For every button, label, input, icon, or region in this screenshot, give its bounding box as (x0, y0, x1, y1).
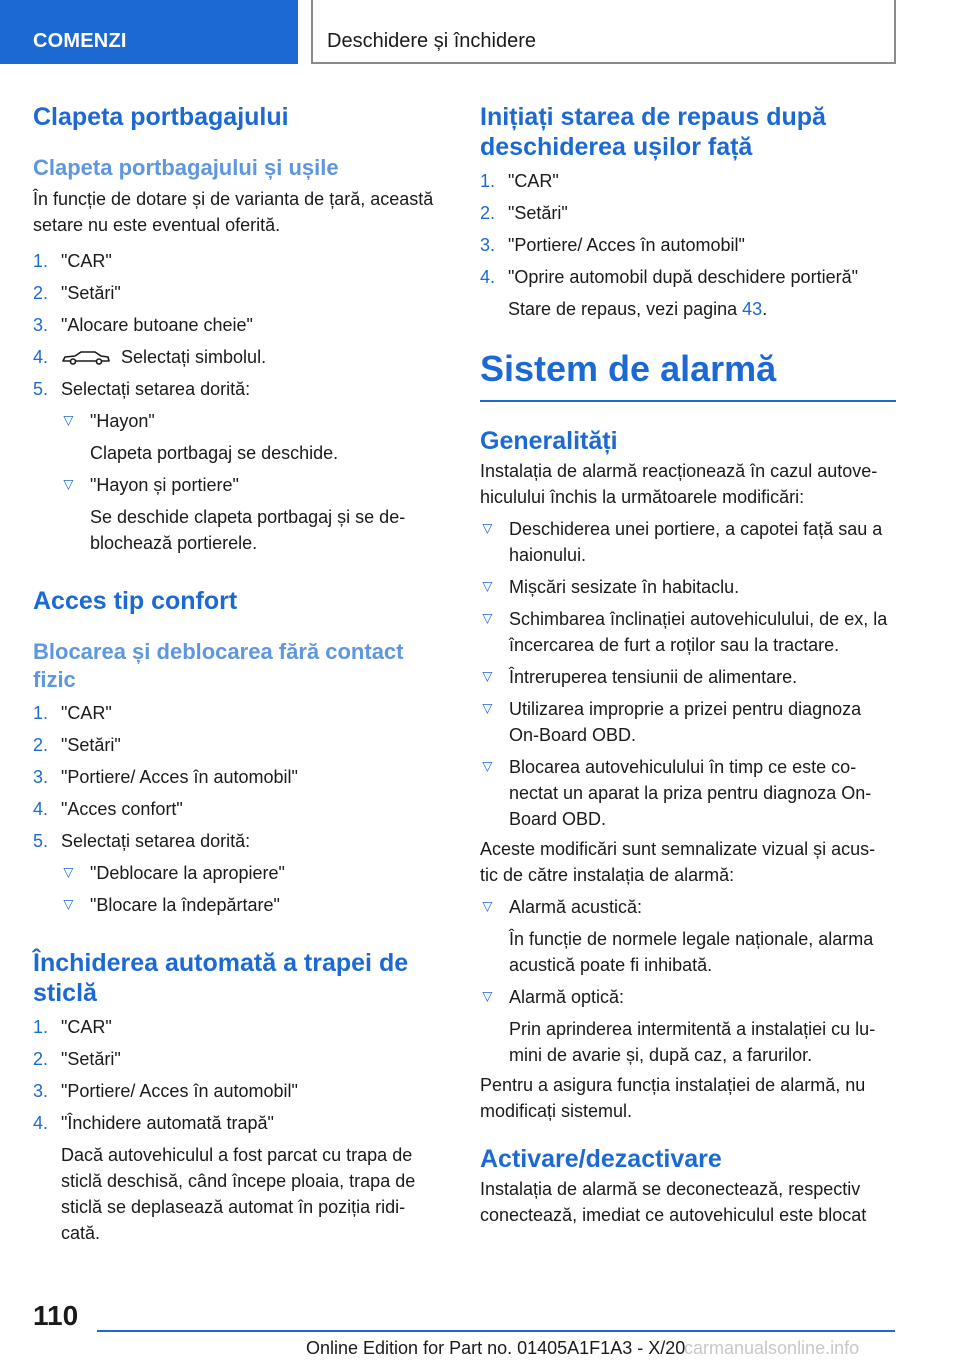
watermark-text: carmanualsonline.info (684, 1338, 860, 1358)
header-section-label: COMENZI (33, 30, 127, 52)
list-item: 4. "Oprire automobil după deschidere portieră" Stare de repaus, vezi pagina 43. (480, 264, 896, 322)
list-item: 5. Selectați setarea dorită: ▷ "Hayon" Clapeta portbagaj se deschide. ▷ "Hayon și portiere" Se deschide clapeta portbagaj și se de- blochează portierele. (33, 376, 435, 556)
list-item: ▷ "Hayon și portiere" Se deschide clapeta portbagaj și se de- blochează portierele. (61, 472, 435, 556)
triangle-bullet-icon (483, 574, 493, 600)
heading-initiati-starea: Inițiați starea de repaus după deschiderea ușilor față (480, 103, 826, 161)
triangle-bullet-icon (64, 472, 74, 498)
page-reference-link[interactable]: 43 (742, 299, 763, 319)
warning-paragraph: Pentru a asigura funcția instalației de alarmă, nu modificați sistemul. (480, 1075, 866, 1121)
note-paragraph: Dacă autovehiculul a fost parcat cu trapa de sticlă deschisă, când începe ploaia, trapa de sticlă se deplasează automat în poziția ridi- cată. (61, 1145, 416, 1243)
triangle-bullet-icon (483, 894, 493, 920)
subheading-clapeta-usile: Clapeta portbagajului și ușile (33, 155, 339, 180)
list-item: ▷ Alarmă acustică: În funcție de normele legale naționale, alarma acustică poate fi inhibată. (480, 894, 896, 978)
list-item: 2. "Setări" (480, 203, 568, 223)
heading-acces-tip-confort: Acces tip confort (33, 587, 238, 615)
activation-paragraph: Instalația de alarmă se deconectează, respectiv conectează, imediat ce autovehiculul este blocat (480, 1179, 867, 1225)
list-item: 1. "CAR" (33, 251, 112, 271)
steps-list-3 (33, 1014, 435, 1246)
list-item: 3. "Portiere/ Acces în automobil" (33, 767, 298, 787)
list-item: 3. "Alocare butoane cheie" (33, 315, 253, 335)
list-item: 5. Selectați setarea dorită: ▷ "Deblocare la apropiere" ▷ "Blocare la îndepărtare" (33, 828, 435, 918)
footer-divider (97, 1330, 895, 1332)
list-item: ▷ Utilizarea improprie a prizei pentru diagnoza On-Board OBD. (480, 696, 896, 748)
heading-clapeta-portbagajului: Clapeta portbagajului (33, 103, 289, 131)
list-item: 4. Selectați simbolul. (33, 347, 267, 367)
intro-paragraph: În funcție de dotare și de varianta de țară, această setare nu este eventual oferită. (33, 189, 434, 235)
header-chapter-tab (311, 0, 896, 64)
heading-activare-dezactivare: Activare/dezactivare (480, 1145, 722, 1173)
list-item: ▷ Deschiderea unei portiere, a capotei față sau a haionului. (480, 516, 896, 568)
intro-paragraph: Instalația de alarmă reacționează în cazul autove- hiculului închis la următoarele modificări: (480, 461, 878, 507)
options-list (61, 860, 435, 918)
steps-list-1 (33, 248, 435, 556)
triangle-bullet-icon (483, 606, 493, 632)
triangle-bullet-icon (483, 696, 493, 722)
list-item: ▷ "Deblocare la apropiere" (61, 860, 435, 886)
list-item: ▷ Blocarea autovehiculului în timp ce este co- nectat un aparat la priza pentru diagnoza On- Board OBD. (480, 754, 896, 832)
list-item: 2. "Setări" (33, 1049, 121, 1069)
list-item: ▷ Întreruperea tensiunii de alimentare. (480, 664, 896, 690)
list-item: 2. "Setări" (33, 283, 121, 303)
signal-paragraph: Aceste modificări sunt semnalizate vizual și acus- tic de către instalația de alarmă: (480, 839, 876, 885)
list-item: ▷ Schimbarea înclinației autovehiculului, de ex, la încercarea de furt a roților sau la tractare. (480, 606, 896, 658)
triangle-bullet-icon (483, 984, 493, 1010)
car-icon (61, 349, 111, 365)
heading-inchiderea-automata: Închiderea automată a trapei de sticlă (33, 949, 409, 1007)
heading-sistem-de-alarma: Sistem de alarmă (480, 348, 777, 389)
triangle-bullet-icon (64, 892, 74, 918)
list-item: ▷ Alarmă optică: Prin aprinderea intermitentă a instalației cu lu- mini de avarie și, după caz, a farurilor. (480, 984, 896, 1068)
heading-divider (480, 400, 896, 402)
modifications-list (480, 516, 896, 832)
list-item: ▷ Mișcări sesizate în habitaclu. (480, 574, 896, 600)
alarm-types-list (480, 894, 896, 1068)
list-item: 4. "Închidere automată trapă" Dacă autovehiculul a fost parcat cu trapa de sticlă deschisă, când începe ploaia, trapa de sticlă se deplasează automat în poziția ridi- cată. (33, 1110, 435, 1246)
header-section-tab (0, 0, 298, 64)
triangle-bullet-icon (64, 860, 74, 886)
footer-edition: Online Edition for Part no. 01405A1F1A3 - X/20 (306, 1338, 686, 1358)
list-item: 3. "Portiere/ Acces în automobil" (480, 235, 745, 255)
list-item: 4. "Acces confort" (33, 799, 183, 819)
triangle-bullet-icon (64, 408, 74, 434)
triangle-bullet-icon (483, 664, 493, 690)
list-item: 2. "Setări" (33, 735, 121, 755)
note-paragraph: Stare de repaus, vezi pagina 43. (508, 299, 768, 319)
subheading-blocarea-deblocarea: Blocarea și deblocarea fără contact fizic (33, 639, 404, 692)
options-list (61, 408, 435, 556)
list-item: 1. "CAR" (33, 1017, 112, 1037)
steps-list-2 (33, 700, 435, 918)
header-chapter-label: Deschidere și închidere (327, 30, 536, 52)
heading-generalitati: Generalități (480, 427, 618, 455)
triangle-bullet-icon (483, 516, 493, 542)
list-item: ▷ "Hayon" Clapeta portbagaj se deschide. (61, 408, 435, 466)
list-item: 3. "Portiere/ Acces în automobil" (33, 1081, 298, 1101)
list-item: 1. "CAR" (480, 171, 559, 191)
list-item: ▷ "Blocare la îndepărtare" (61, 892, 435, 918)
triangle-bullet-icon (483, 754, 493, 780)
steps-list-4 (480, 168, 896, 322)
list-item: 1. "CAR" (33, 703, 112, 723)
page-number: 110 (33, 1300, 79, 1331)
left-column (33, 96, 435, 1246)
right-column (480, 96, 896, 1228)
